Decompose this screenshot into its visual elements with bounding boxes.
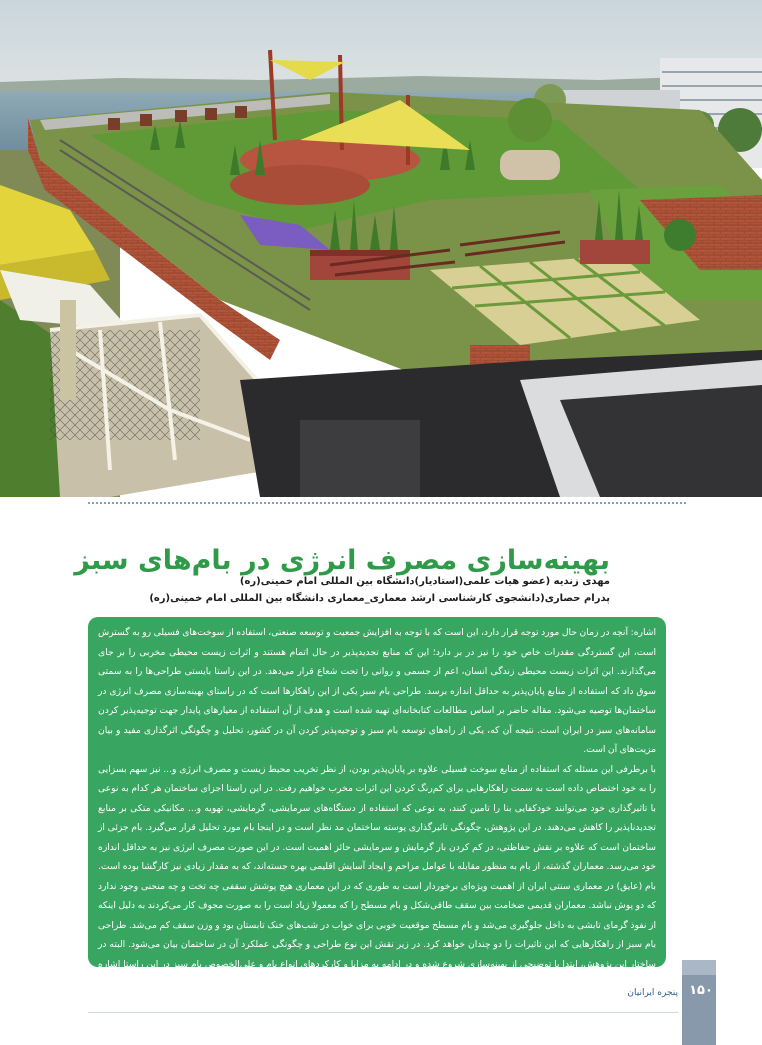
abstract-paragraph-2: با برطرفی این مسئله که استفاده از منابع سوخت فسیلی علاوه بر پایان‌پذیر بودن، از نظر تخریب محیط زیست و مصرف انرژی و... نیز سهم بسزایی را به خود اختصاص داده است به سمت راهکارهایی برای کم‌رنگ کردن این اثرات مخرب خواهیم رفت. در این راستا اجزای ساختمان هر کدام به نوعی با تاثیرگذاری خود می‌توانند خودکفایی بنا را تامین کنند، به نوعی که استفاده از دستگاه‌های سرمایشی، گرمایشی، تهویه و... مکانیکی متکی بر منابع تجدیدناپذیر را کاهش می‌دهند. در این پژوهش، چگونگی تاثیرگذاری پوسته ساختمان مد نظر است و در اینجا بام مورد تحلیل قرار می‌گیرد. بام جزئی از ساختمان است که علاوه بر نقش حفاظتی، در کم کردن بار گرمایش و سرمایشی حائز اهمیت است. در این صورت مصرف انرژی نیز به حداقل اندازه خود می‌رسد. معماران گذشته، از بام به منظور مقابله با عوامل مزاحم و ایجاد آسایش اقلیمی بهره جسته‌اند، که به مقدار زیادی نیز کارگشا بوده است. بام (عایق) در معماری سنتی ایران از اهمیت ویژه‌ای برخوردار است به طوری که در این معماری هیچ پوشش سقفی چه تخت و چه منحنی وجود ندارد که دو پوش نباشد. معماران قدیمی ضخامت بین سقف طاقی‌شکل و بام مسطح را که معمولا زیاد است را به صورت مجوف کار می‌کردند به دلیل اینکه از نفوذ گرمای تابشی به داخل جلوگیری می‌شد و بام مسطح موقعیت خوبی برای خواب در شب‌های خنک تابستان بود و وزن سقف کم می‌شد. طراحی بام سبز از راهکارهایی که این تاثیرات را دو چندان خواهد کرد. در زیر نقش این نوع طراحی و چگونگی عملکرد آن در ساختمان بیان می‌شود. البته در ساختار این پژوهش، ابتدا با توضیحی از بهینه‌سازی شروع شده و در ادامه به مزایا و کارکردهای انواع بام و علی‌الخصوص بام سبز در این راستا اشاره خواهد شد. <box>98 763 656 989</box>
footer-rule <box>88 1012 678 1013</box>
dotted-separator <box>88 502 686 504</box>
article-title: بهینه‌سازی مصرف انرژی در بام‌های سبز <box>74 545 610 577</box>
author-1: مهدی زندیه (عضو هیات علمی(استادیار)دانشگاه بین المللی امام خمینی(ره) <box>239 576 610 587</box>
abstract-paragraph-1: اشاره: آنچه در زمان حال مورد توجه قرار دارد، این است که با توجه به افزایش جمعیت و توسعه صنعتی، استفاده از سوخت‌های فسیلی رو به گسترش است، این گستردگی مقدرات خاص خود را نیز در بر دارد؛ این که منابع تجدیدپذیر در حال اتمام هستند و اثرات زیست محیطی مخربی را بر جای می‌گذارند. این اثرات زیست محیطی زندگی انسان، اعم از جسمی و روانی را تحت شعاع قرار می‌دهد. در این راستا بایستی طراحی‌ها را به سمتی سوق داد که استفاده از منابع پایان‌پذیر به حداقل اندازه برسد. طراحی بام سبز یکی از این راهکارها است که در راستای بهینه‌سازی مصرف انرژی در ساختمان‌ها توصیه می‌شود. مقاله حاضر بر اساس مطالعات کتابخانه‌ای تهیه شده است و هدف از آن استفاده از معیارهای پایدار جهت توجیه‌پذیر کردن سامانه‌های سبز در ایران است. نتیجه آن که، یکی از راه‌های توسعه بام سبز و توجیه‌پذیر کردن آن در کشور، تحلیل و چگونگی اثرگذاری مفید و بیان مزیت‌های آن است. <box>98 627 656 755</box>
hero-image <box>0 0 762 497</box>
abstract-box <box>88 617 666 989</box>
page-number: ۱۵۰ <box>689 983 713 998</box>
magazine-name: پنجره ایرانیان <box>627 988 678 998</box>
author-2: پدرام حصاری(دانشجوی کارشناسی ارشد معماری_معماری دانشگاه بین المللی امام خمینی(ره) <box>149 593 610 604</box>
page-tab-accent <box>682 960 716 975</box>
